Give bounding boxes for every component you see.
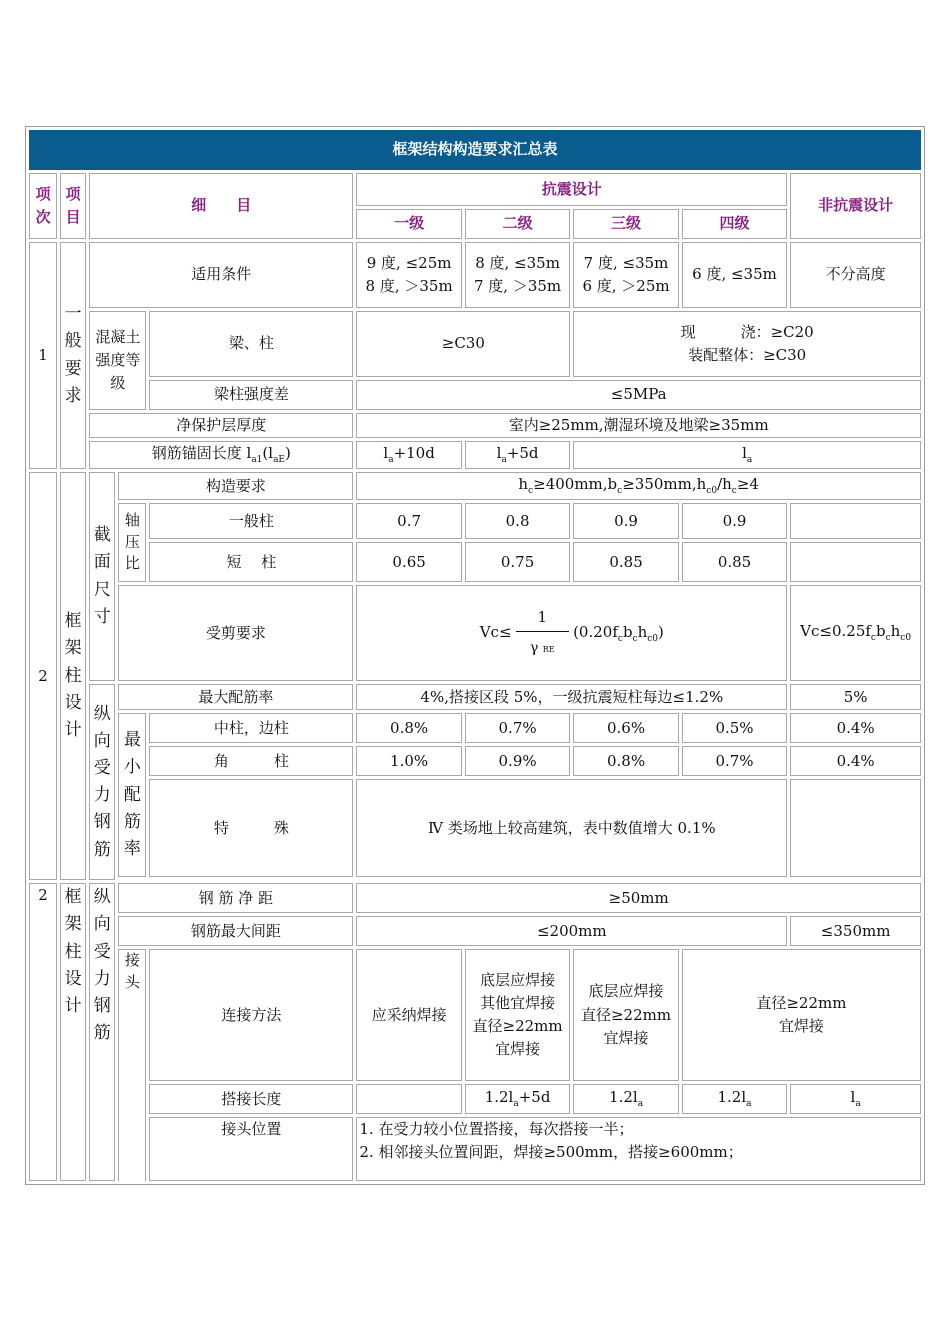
s3-lap-l3: $1.2l_a$ bbox=[573, 1084, 678, 1114]
s1-concrete-group: 混凝土强度等级 bbox=[89, 311, 146, 410]
s2-general-col-label: 一般柱 bbox=[149, 503, 353, 539]
s2-construct-value: $h_c\ge 400mm,b_c\ge 350mm,h_{c0}/h_c\ge 4$ bbox=[356, 472, 921, 500]
s3-max-spacing-non: ≤350mm bbox=[790, 916, 921, 946]
s2-mid-col-label: 中柱，边柱 bbox=[149, 713, 353, 743]
s1-number: 1 bbox=[29, 242, 57, 469]
structure-requirements-table bbox=[25, 126, 925, 1185]
s2-short-col-label: 短 柱 bbox=[149, 542, 353, 582]
s2-short-col-non bbox=[790, 542, 921, 582]
s2-long-bar: 纵向受力钢筋 bbox=[89, 684, 115, 880]
s3-name: 框架柱设计 bbox=[60, 883, 86, 1181]
s2-mid-col-l1: 0.8% bbox=[356, 713, 461, 743]
s2-corner-label: 角 柱 bbox=[149, 746, 353, 776]
s2-special-value: Ⅳ 类场地上较高建筑，表中数值增大 0.1% bbox=[356, 779, 787, 877]
header-level-3: 三级 bbox=[573, 209, 678, 239]
s1-anchor-l2: $l_a+5d$ bbox=[465, 441, 570, 469]
s2-general-col-l4: 0.9 bbox=[682, 503, 787, 539]
s2-short-col-l4: 0.85 bbox=[682, 542, 787, 582]
s1-applicable-label: 适用条件 bbox=[89, 242, 353, 308]
s2-corner-l1: 1.0% bbox=[356, 746, 461, 776]
s3-lap-l2: $1.2l_a+5d$ bbox=[465, 1084, 570, 1114]
s2-general-col-l1: 0.7 bbox=[356, 503, 461, 539]
table-title: 框架结构构造要求汇总表 bbox=[29, 130, 921, 170]
s2-general-col-l3: 0.9 bbox=[573, 503, 678, 539]
s3-position-label: 接头位置 bbox=[149, 1117, 353, 1181]
s3-lap-l4: $1.2l_a$ bbox=[682, 1084, 787, 1114]
header-level-4: 四级 bbox=[682, 209, 787, 239]
s1-anchor-l1: $l_a+10d$ bbox=[356, 441, 461, 469]
s1-cover-label: 净保护层厚度 bbox=[89, 413, 353, 438]
header-ximu: 细 目 bbox=[89, 173, 353, 239]
s2-max-ratio-label: 最大配筋率 bbox=[118, 684, 353, 710]
s3-method-label: 连接方法 bbox=[149, 949, 353, 1081]
header-xiangci: 项次 bbox=[29, 173, 57, 239]
header-level-1: 一级 bbox=[356, 209, 461, 239]
s2-shear-label: 受剪要求 bbox=[118, 585, 353, 681]
s1-applicable-l4: 6 度, ≤35m bbox=[682, 242, 787, 308]
s2-axial-label: 轴压比 bbox=[118, 503, 146, 582]
s2-corner-l4: 0.7% bbox=[682, 746, 787, 776]
s2-name: 框架柱设计 bbox=[60, 472, 86, 880]
s3-lap-l1 bbox=[356, 1084, 461, 1114]
s2-mid-col-l2: 0.7% bbox=[465, 713, 570, 743]
s1-beam-col-label: 梁、柱 bbox=[149, 311, 353, 377]
s2-corner-l3: 0.8% bbox=[573, 746, 678, 776]
s2-corner-l2: 0.9% bbox=[465, 746, 570, 776]
s1-anchor-label: 钢筋锚固长度 $l_{a1}(l_{aE})$ bbox=[89, 441, 353, 469]
s2-min-ratio-label: 最小配筋率 bbox=[118, 713, 146, 877]
s2-mid-col-l3: 0.6% bbox=[573, 713, 678, 743]
s3-method-l4: 直径≥22mm 宜焊接 bbox=[682, 949, 921, 1081]
s1-beam-col-s34: 现 浇：≥C20 装配整体：≥C30 bbox=[573, 311, 921, 377]
s3-number: 2 bbox=[29, 883, 57, 1181]
s2-construct-label: 构造要求 bbox=[118, 472, 353, 500]
s2-general-col-l2: 0.8 bbox=[465, 503, 570, 539]
s2-mid-col-non: 0.4% bbox=[790, 713, 921, 743]
s2-short-col-l2: 0.75 bbox=[465, 542, 570, 582]
s3-joint-label: 接头 bbox=[118, 949, 146, 1181]
s3-lap-non: $l_a$ bbox=[790, 1084, 921, 1114]
header-xiangmu: 项目 bbox=[60, 173, 86, 239]
s3-method-l3: 底层应焊接 直径≥22mm 宜焊接 bbox=[573, 949, 678, 1081]
s3-method-l2: 底层应焊接 其他宜焊接 直径≥22mm 宜焊接 bbox=[465, 949, 570, 1081]
s1-diff-label: 梁柱强度差 bbox=[149, 380, 353, 410]
header-non-seismic: 非抗震设计 bbox=[790, 173, 921, 239]
s2-max-ratio-value: 4%,搭接区段 5%，一级抗震短柱每边≤1.2% bbox=[356, 684, 787, 710]
s2-general-col-non bbox=[790, 503, 921, 539]
s2-special-non bbox=[790, 779, 921, 877]
s3-position-value: 1. 在受力较小位置搭接，每次搭接一半； 2. 相邻接头位置间距，焊接≥500mm，搭接≥600mm； bbox=[356, 1117, 921, 1181]
s2-short-col-l1: 0.65 bbox=[356, 542, 461, 582]
s1-cover-value: 室内≥25mm,潮湿环境及地梁≥35mm bbox=[356, 413, 921, 438]
s2-shear-formula: Vc≤ $\frac{1}{\text{γ RE}}$ $(0.20f_cb_ch_{c0})$ bbox=[356, 585, 787, 681]
s2-shear-non: $Vc\le 0.25f_cb_ch_{c0}$ bbox=[790, 585, 921, 681]
s3-lap-label: 搭接长度 bbox=[149, 1084, 353, 1114]
s2-corner-non: 0.4% bbox=[790, 746, 921, 776]
header-level-2: 二级 bbox=[465, 209, 570, 239]
s1-diff-value: ≤5MPa bbox=[356, 380, 921, 410]
s1-name: 一般要求 bbox=[60, 242, 86, 469]
s3-long-bar: 纵向受力钢筋 bbox=[89, 883, 115, 1181]
s2-max-ratio-non: 5% bbox=[790, 684, 921, 710]
s2-section: 截面尺寸 bbox=[89, 472, 115, 681]
document-page bbox=[25, 126, 925, 1185]
s2-short-col-l3: 0.85 bbox=[573, 542, 678, 582]
s3-method-l1: 应采纳焊接 bbox=[356, 949, 461, 1081]
s2-number: 2 bbox=[29, 472, 57, 880]
s2-mid-col-l4: 0.5% bbox=[682, 713, 787, 743]
s1-applicable-l1: 9 度, ≤25m 8 度, ＞35m bbox=[356, 242, 461, 308]
shear-fraction: $\frac{1}{\text{γ RE}}$ bbox=[516, 606, 570, 660]
s1-applicable-l3: 7 度, ≤35m 6 度, ＞25m bbox=[573, 242, 678, 308]
s3-spacing-label: 钢 筋 净 距 bbox=[118, 883, 353, 913]
s3-max-spacing-label: 钢筋最大间距 bbox=[118, 916, 353, 946]
s3-spacing-value: ≥50mm bbox=[356, 883, 921, 913]
s1-anchor-l34: $l_a$ bbox=[573, 441, 921, 469]
s1-applicable-non: 不分高度 bbox=[790, 242, 921, 308]
s3-max-spacing-value: ≤200mm bbox=[356, 916, 787, 946]
header-seismic: 抗震设计 bbox=[356, 173, 787, 206]
s1-applicable-l2: 8 度, ≤35m 7 度, ＞35m bbox=[465, 242, 570, 308]
s2-special-label: 特 殊 bbox=[149, 779, 353, 877]
s1-beam-col-s12: ≥C30 bbox=[356, 311, 570, 377]
